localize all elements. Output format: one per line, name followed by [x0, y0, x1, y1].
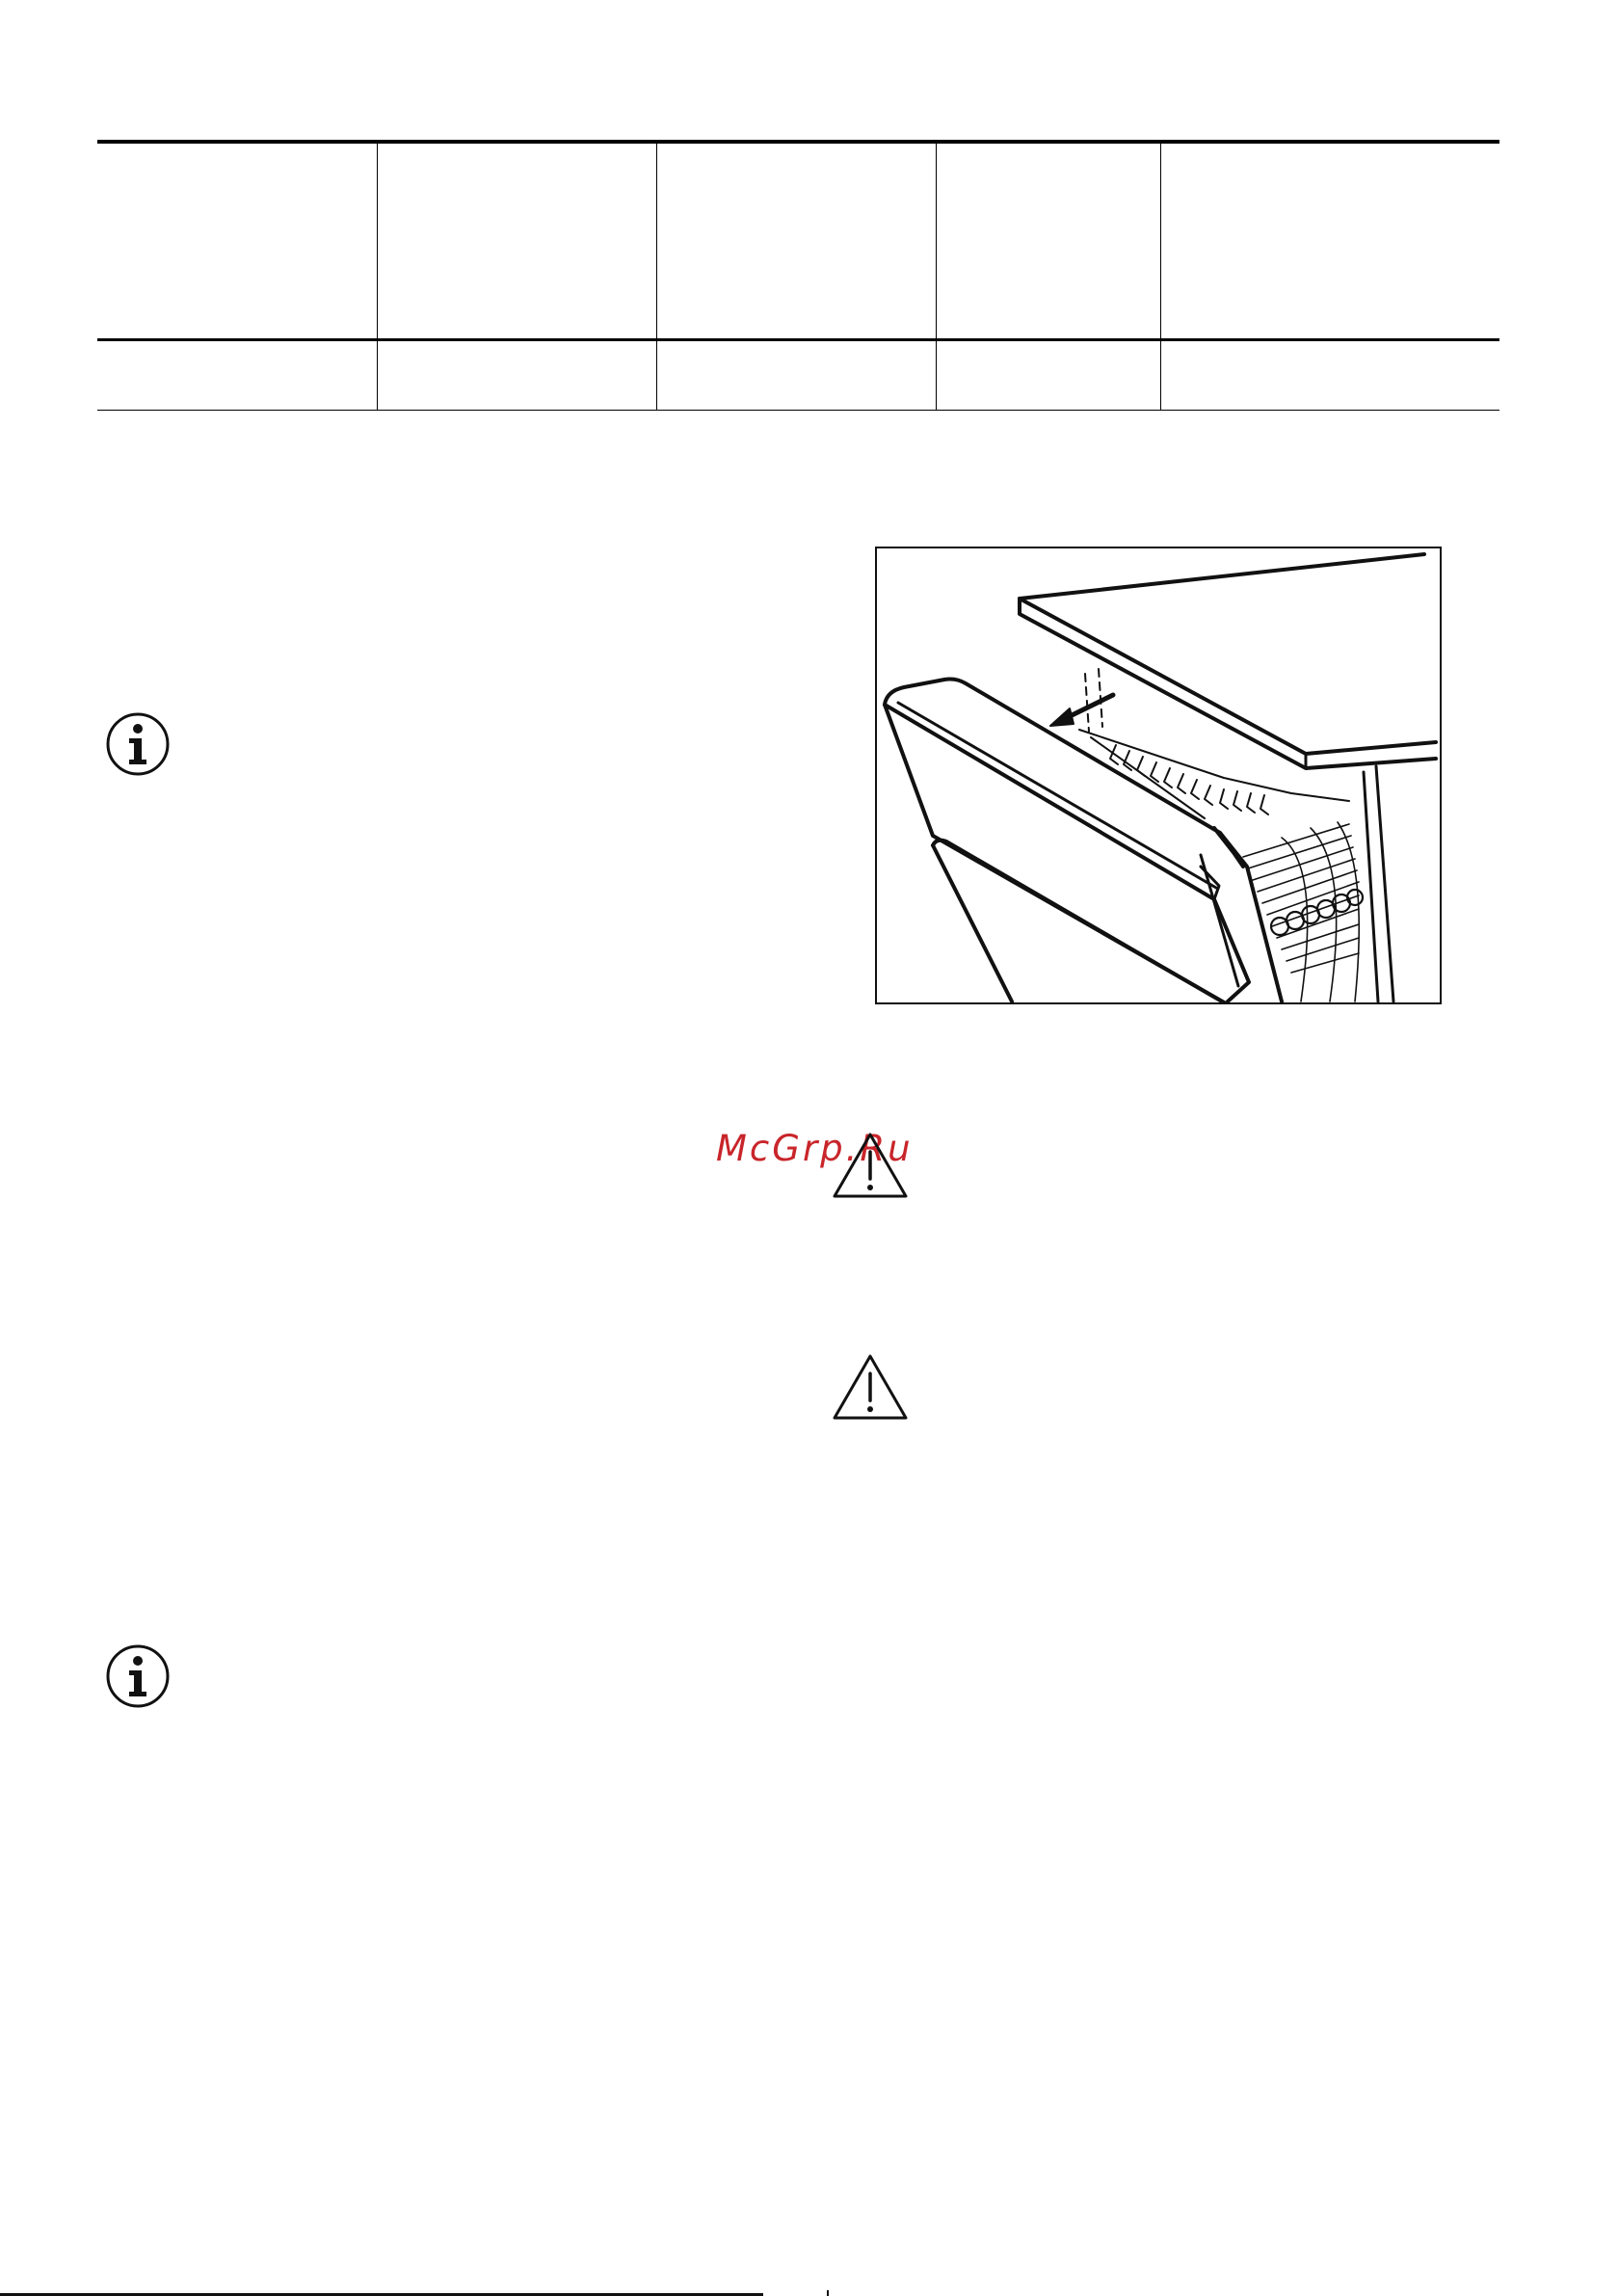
table-header-cell: [97, 142, 377, 340]
info-icon: [105, 711, 171, 777]
table-header-cell: [377, 142, 656, 340]
table-cell: [97, 340, 377, 411]
table-header-cell: [656, 142, 936, 340]
table-header-row: [97, 142, 1499, 340]
table-header-cell: [1160, 142, 1499, 340]
spec-table: [97, 140, 1499, 411]
table-cell: [377, 340, 656, 411]
table-row: [97, 340, 1499, 411]
table-cell: [656, 340, 936, 411]
table-header-cell: [936, 142, 1160, 340]
table-cell: [1160, 340, 1499, 411]
warning-icon: [832, 1131, 909, 1200]
info-icon: [105, 1643, 171, 1709]
table-cell: [936, 340, 1160, 411]
warning-icon: [832, 1352, 909, 1422]
dishwasher-drawing: [877, 548, 1440, 1002]
footer-tick: [827, 2290, 829, 2296]
watermark-text: McGrp.Ru: [716, 1128, 914, 1169]
dishwasher-illustration: [875, 547, 1442, 1004]
